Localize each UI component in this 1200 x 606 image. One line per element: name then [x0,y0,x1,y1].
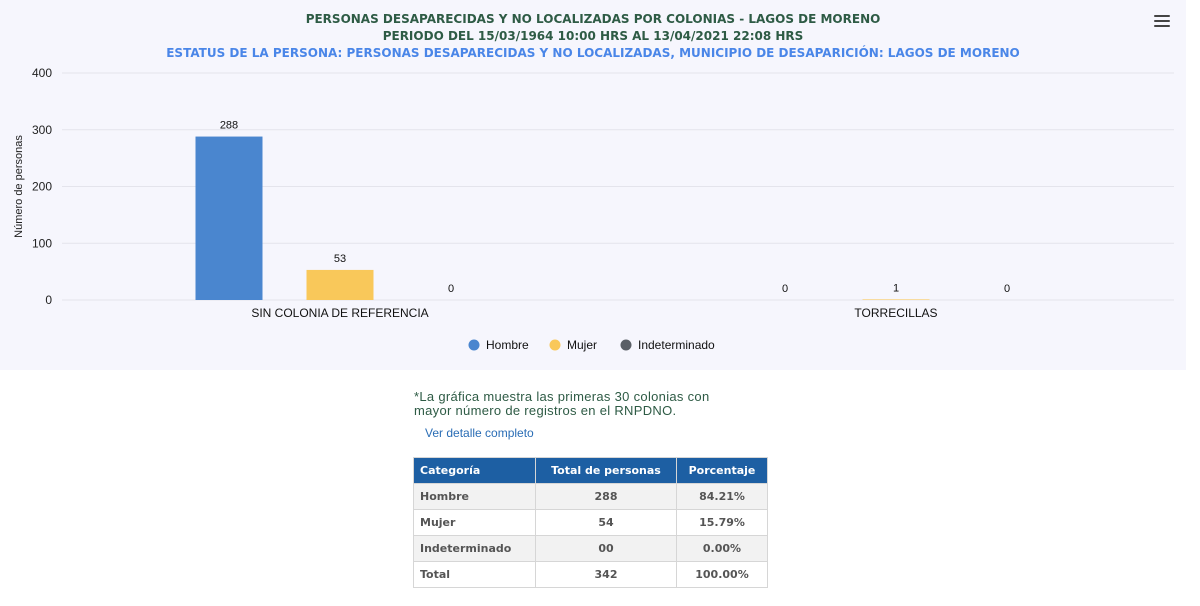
y-tick-label: 100 [31,236,52,251]
bar-mujer [307,270,374,300]
row-percentage: 84.21% [677,484,768,510]
note-line-1: *La gráfica muestra las primeras 30 colonias con [414,389,710,404]
row-total: 00 [536,536,677,562]
note-line-2: mayor número de registros en el RNPDNO. [414,403,677,418]
table-row [414,510,768,536]
row-category: Mujer [414,510,536,536]
table-row [414,536,768,562]
x-category-label: TORRECILLAS [854,306,938,320]
row-category: Total [414,562,536,588]
legend-item-mujer: Mujer [567,338,598,352]
row-total: 342 [536,562,677,588]
chart-title: PERSONAS DESAPARECIDAS Y NO LOCALIZADAS POR COLONIAS - LAGOS DE MORENO [305,12,881,26]
legend-marker [550,340,561,351]
legend-item-hombre: Hombre [486,338,529,352]
row-total: 288 [536,484,677,510]
legend-marker [621,340,632,351]
row-category: Hombre [414,484,536,510]
y-tick-label: 0 [45,293,52,307]
data-label: 1 [892,282,900,295]
chart-status-line: ESTATUS DE LA PERSONA: PERSONAS DESAPARECIDAS Y NO LOCALIZADAS, MUNICIPIO DE DESAPARICIÓN: LAGOS DE MORENO [166,46,1020,60]
legend-item-indeterminado: Indeterminado [638,338,715,352]
row-category: Indeterminado [414,536,536,562]
bar-hombre [196,137,263,300]
row-percentage: 15.79% [677,510,768,536]
data-label: 0 [1003,283,1011,295]
header-total[interactable]: Total de personas [536,458,677,484]
legend-marker [469,340,480,351]
chart-subtitle: PERIODO DEL 15/03/1964 10:00 HRS AL 13/04/2021 22:08 HRS [382,29,804,43]
y-tick-label: 200 [31,179,52,194]
row-percentage: 100.00% [677,562,768,588]
data-label: 53 [333,252,347,265]
data-label: 0 [447,283,455,295]
y-axis-title: Número de personas [13,135,25,238]
header-percentage[interactable]: Porcentaje [677,458,768,484]
summary-table [413,457,768,588]
data-label: 0 [781,283,789,295]
table-row [414,484,768,510]
row-total: 54 [536,510,677,536]
x-category-label: SIN COLONIA DE REFERENCIA [251,306,429,320]
data-label: 288 [219,119,239,132]
y-tick-label: 400 [31,66,52,80]
row-percentage: 0.00% [677,536,768,562]
chart-note [414,390,774,418]
table-row [414,562,768,588]
view-full-detail-link[interactable]: Ver detalle completo [425,426,534,440]
table-header-row [414,458,768,484]
y-tick-label: 300 [31,122,52,137]
bar-mujer [863,299,930,300]
header-category[interactable]: Categoría [414,458,536,484]
